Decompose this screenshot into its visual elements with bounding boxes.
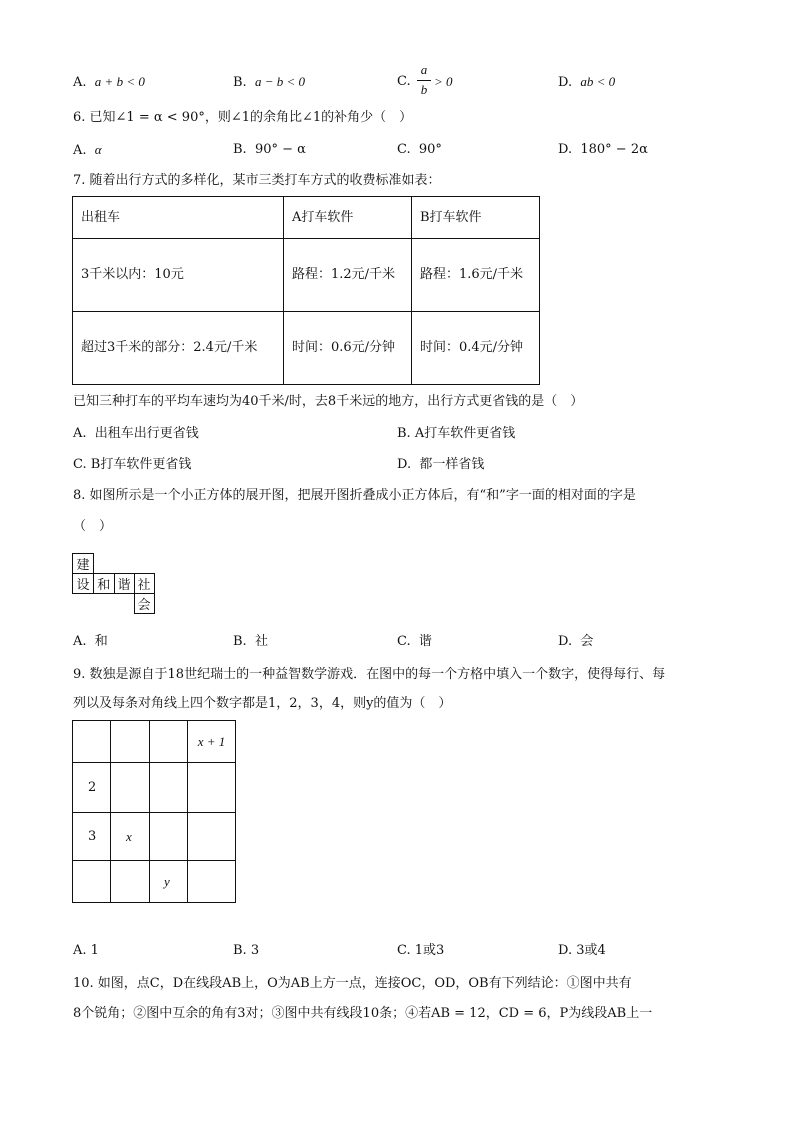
- sudoku-cell: [111, 861, 150, 903]
- q6-option-b: B. 90° − α: [233, 142, 306, 157]
- sudoku-cell: [73, 861, 111, 903]
- fare-table-header-taxi: 出租车: [73, 197, 284, 239]
- q7-followup: 已知三种打车的平均车速均为40千米/时，去8千米远的地方，出行方式更省钱的是（ ）: [73, 394, 584, 409]
- q5-option-c-fraction-bar: [417, 80, 431, 81]
- q8-option-d: D. 会: [558, 634, 594, 649]
- sudoku-cell: 2: [73, 763, 111, 813]
- q8-option-b: B. 社: [233, 634, 268, 649]
- fare-table-cell: 路程：1.6元/千米: [412, 239, 540, 312]
- table-row: [73, 239, 540, 312]
- cube-net-face: 建: [73, 554, 94, 574]
- q7-option-d: D. 都一样省钱: [397, 457, 485, 472]
- fare-table: [72, 196, 540, 385]
- sudoku-cell: 3: [73, 813, 111, 861]
- sudoku-cell: x + 1: [188, 721, 236, 763]
- sudoku-cell: [188, 763, 236, 813]
- sudoku-grid: [72, 720, 236, 903]
- q7-option-b: B. A打车软件更省钱: [397, 426, 516, 441]
- cube-net-face: 设: [73, 574, 94, 594]
- q5-option-c: C.: [397, 74, 411, 89]
- q7-option-c: C. B打车软件更省钱: [73, 457, 192, 472]
- fare-table-cell: 时间：0.4元/分钟: [412, 312, 540, 385]
- q5-option-a: A. a + b < 0: [73, 74, 145, 90]
- q9-option-b: B. 3: [233, 943, 260, 958]
- q9-option-d: D. 3或4: [558, 943, 606, 958]
- q8-option-c: C. 谐: [397, 634, 432, 649]
- q8-stem: 8. 如图所示是一个小正方体的展开图，把展开图折叠成小正方体后，有“和”字一面的相对面的字是: [73, 488, 636, 503]
- sudoku-cell: y: [150, 861, 188, 903]
- cube-net-face: 社: [134, 574, 154, 594]
- q5-option-c-rest: > 0: [434, 74, 453, 89]
- q6-option-c: C. 90°: [397, 142, 442, 157]
- q6-option-d: D. 180° − 2α: [558, 142, 648, 157]
- fare-table-cell: 时间：0.6元/分钟: [284, 312, 412, 385]
- cube-net-face: 和: [94, 574, 115, 594]
- q5-option-c-denominator: b: [420, 82, 428, 97]
- sudoku-cell: [73, 721, 111, 763]
- q9-line-1: 9. 数独是源自于18世纪瑞士的一种益智数学游戏．在图中的每一个方格中填入一个数字，使得每行、每: [73, 667, 666, 682]
- fare-table-cell: 3千米以内：10元: [73, 239, 284, 312]
- sudoku-cell: [188, 813, 236, 861]
- q7-option-a: A. 出租车出行更省钱: [73, 426, 199, 441]
- q9-option-c: C. 1或3: [397, 943, 445, 958]
- sudoku-cell: [188, 861, 236, 903]
- q5-option-b: B. a − b < 0: [233, 74, 305, 90]
- q8-paren: （ ）: [73, 519, 113, 534]
- fare-table-header-app-a: A打车软件: [284, 197, 412, 239]
- q8-option-a: A. 和: [73, 634, 108, 649]
- q6-option-a: A. α: [73, 142, 102, 158]
- fare-table-header-app-b: B打车软件: [412, 197, 540, 239]
- sudoku-cell: [150, 721, 188, 763]
- cube-net-face: 会: [134, 594, 154, 614]
- q5-option-d: D. ab < 0: [558, 74, 616, 90]
- sudoku-cell: [111, 721, 150, 763]
- q7-stem: 7. 随着出行方式的多样化，某市三类打车方式的收费标准如表：: [73, 173, 441, 188]
- fare-table-cell: 超过3千米的部分：2.4元/千米: [73, 312, 284, 385]
- q10-line-2: 8个锐角；②图中互余的角有3对；③图中共有线段10条；④若AB = 12，CD = 6，P为线段AB上一: [73, 1006, 653, 1021]
- q5-option-c-numerator: a: [420, 62, 428, 77]
- q10-line-1: 10. 如图，点C，D在线段AB上，O为AB上方一点，连接OC，OD，OB有下列结论：①图中共有: [73, 976, 632, 991]
- q6-stem: 6. 已知∠1 = α < 90°，则∠1的余角比∠1的补角少（ ）: [73, 110, 413, 125]
- fare-table-header-row: [73, 197, 540, 239]
- q9-option-a: A. 1: [73, 943, 99, 958]
- q9-line-2: 列以及每条对角线上四个数字都是1，2，3，4，则y的值为（ ）: [73, 696, 452, 711]
- fare-table-cell: 路程：1.2元/千米: [284, 239, 412, 312]
- cube-net: [72, 553, 155, 614]
- sudoku-cell: [111, 763, 150, 813]
- cube-net-face: 谐: [114, 574, 134, 594]
- table-row: [73, 312, 540, 385]
- sudoku-cell: [150, 763, 188, 813]
- sudoku-cell: [150, 813, 188, 861]
- sudoku-cell: x: [111, 813, 150, 861]
